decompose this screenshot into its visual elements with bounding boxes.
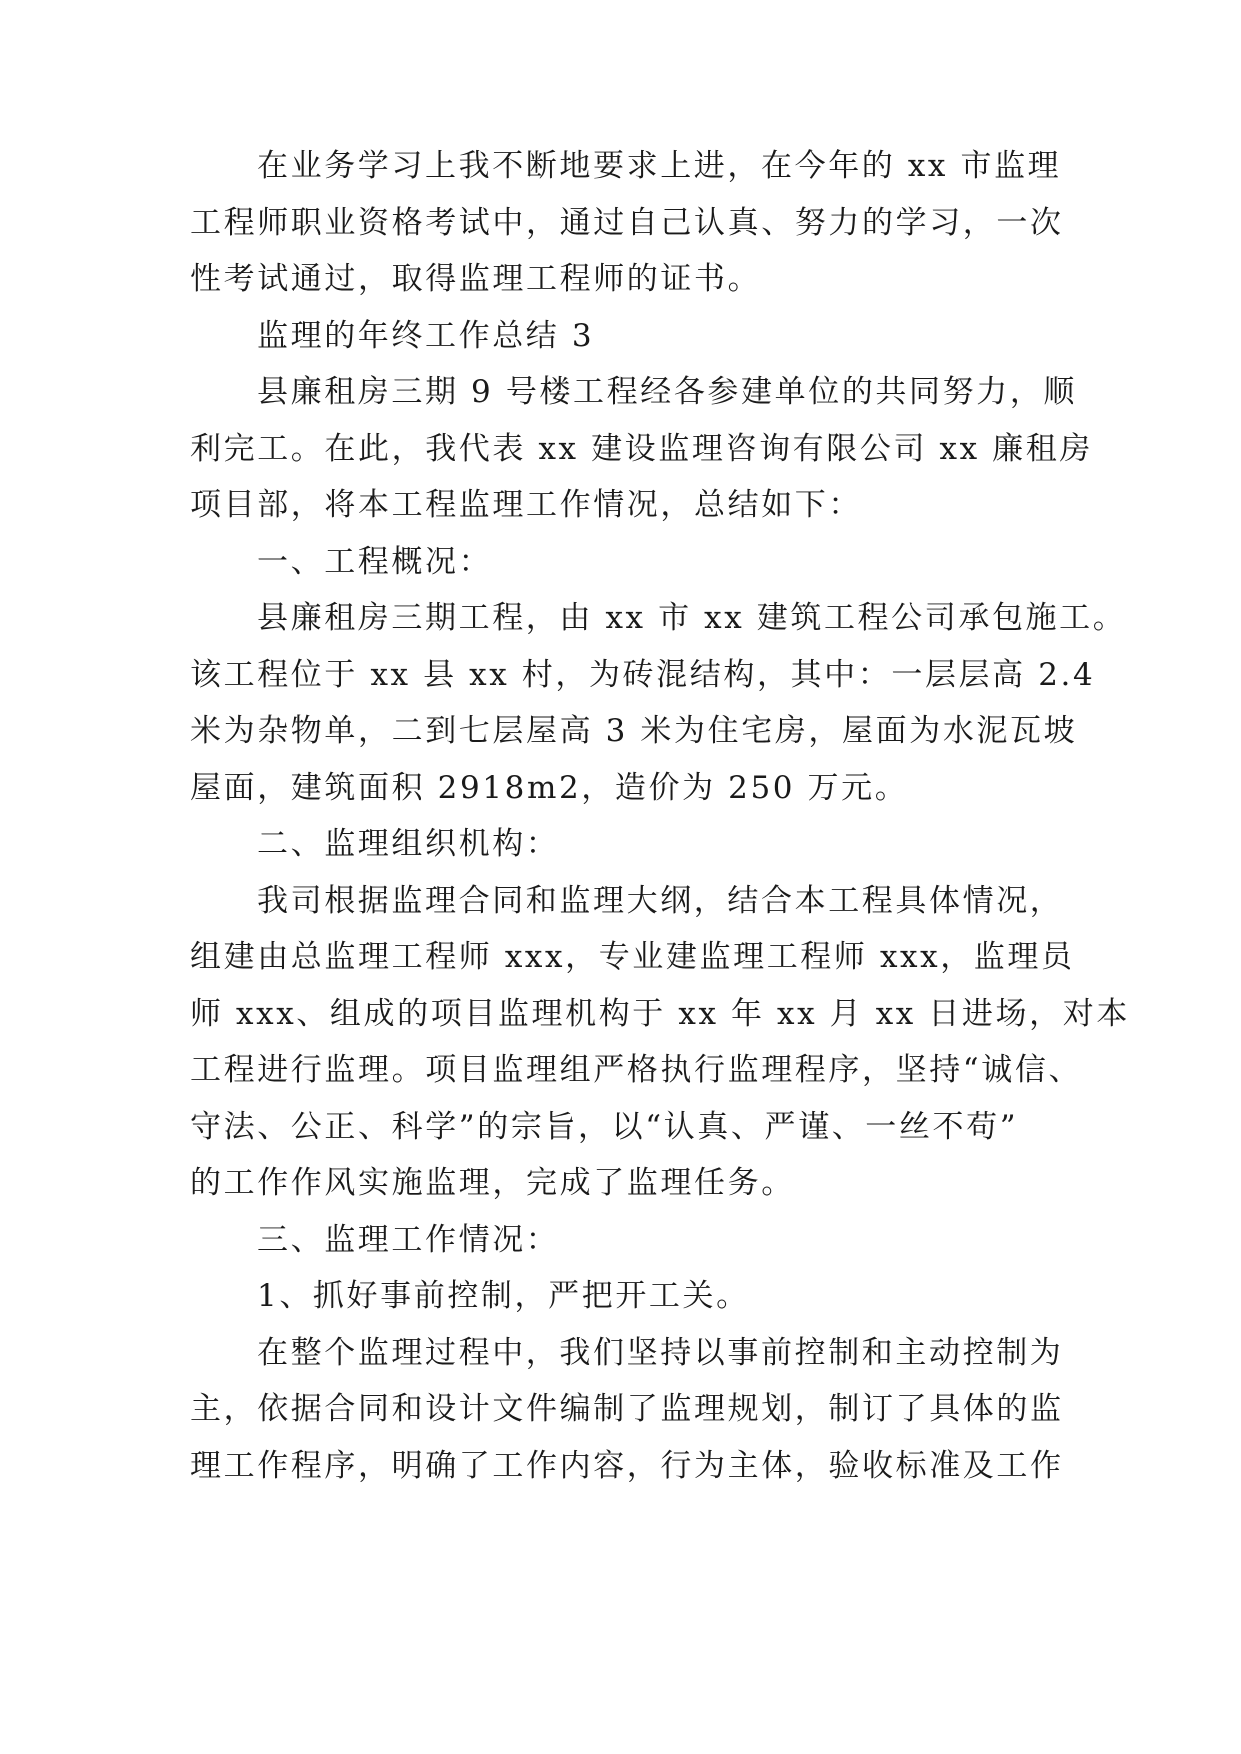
paragraph-line: 利完工。在此，我代表 xx 建设监理咨询有限公司 xx 廉租房 — [190, 431, 1093, 467]
paragraph-line: 组建由总监理工程师 xxx，专业建监理工程师 xxx，监理员 — [190, 939, 1075, 975]
paragraph-line: 县廉租房三期 9 号楼工程经各参建单位的共同努力，顺 — [257, 374, 1078, 410]
paragraph-line: 守法、公正、科学”的宗旨，以“认真、严谨、一丝不苟” — [190, 1109, 1019, 1145]
paragraph-line: 县廉租房三期工程，由 xx 市 xx 建筑工程公司承包施工。 — [257, 600, 1127, 636]
paragraph-line: 项目部，将本工程监理工作情况，总结如下： — [190, 487, 862, 523]
paragraph-line: 在整个监理过程中，我们坚持以事前控制和主动控制为 — [257, 1335, 1064, 1371]
paragraph-line: 理工作程序，明确了工作内容，行为主体，验收标准及工作 — [190, 1448, 1064, 1484]
paragraph-line: 主，依据合同和设计文件编制了监理规划，制订了具体的监 — [190, 1391, 1064, 1427]
paragraph-line: 米为杂物单，二到七层屋高 3 米为住宅房，屋面为水泥瓦坡 — [190, 713, 1078, 749]
list-item-heading: 1、抓好事前控制，严把开工关。 — [257, 1278, 750, 1314]
paragraph-line: 工程进行监理。项目监理组严格执行监理程序，坚持“诚信、 — [190, 1052, 1083, 1088]
paragraph-line: 工程师职业资格考试中，通过自己认真、努力的学习，一次 — [190, 205, 1064, 241]
paragraph-line: 屋面，建筑面积 2918m2，造价为 250 万元。 — [190, 770, 909, 806]
paragraph-line: 的工作作风实施监理，完成了监理任务。 — [190, 1165, 795, 1201]
section-heading: 三、监理工作情况： — [257, 1222, 560, 1258]
paragraph-line: 我司根据监理合同和监理大纲，结合本工程具体情况， — [257, 883, 1064, 919]
section-title: 监理的年终工作总结 3 — [257, 318, 595, 354]
paragraph-line: 师 xxx、组成的项目监理机构于 xx 年 xx 月 xx 日进场，对本 — [190, 996, 1130, 1032]
section-heading: 二、监理组织机构： — [257, 826, 560, 862]
paragraph-line: 在业务学习上我不断地要求上进，在今年的 xx 市监理 — [257, 148, 1062, 184]
section-heading: 一、工程概况： — [257, 544, 493, 580]
paragraph-line: 性考试通过，取得监理工程师的证书。 — [190, 261, 762, 297]
paragraph-line: 该工程位于 xx 县 xx 村，为砖混结构，其中：一层层高 2.4 — [190, 657, 1096, 693]
